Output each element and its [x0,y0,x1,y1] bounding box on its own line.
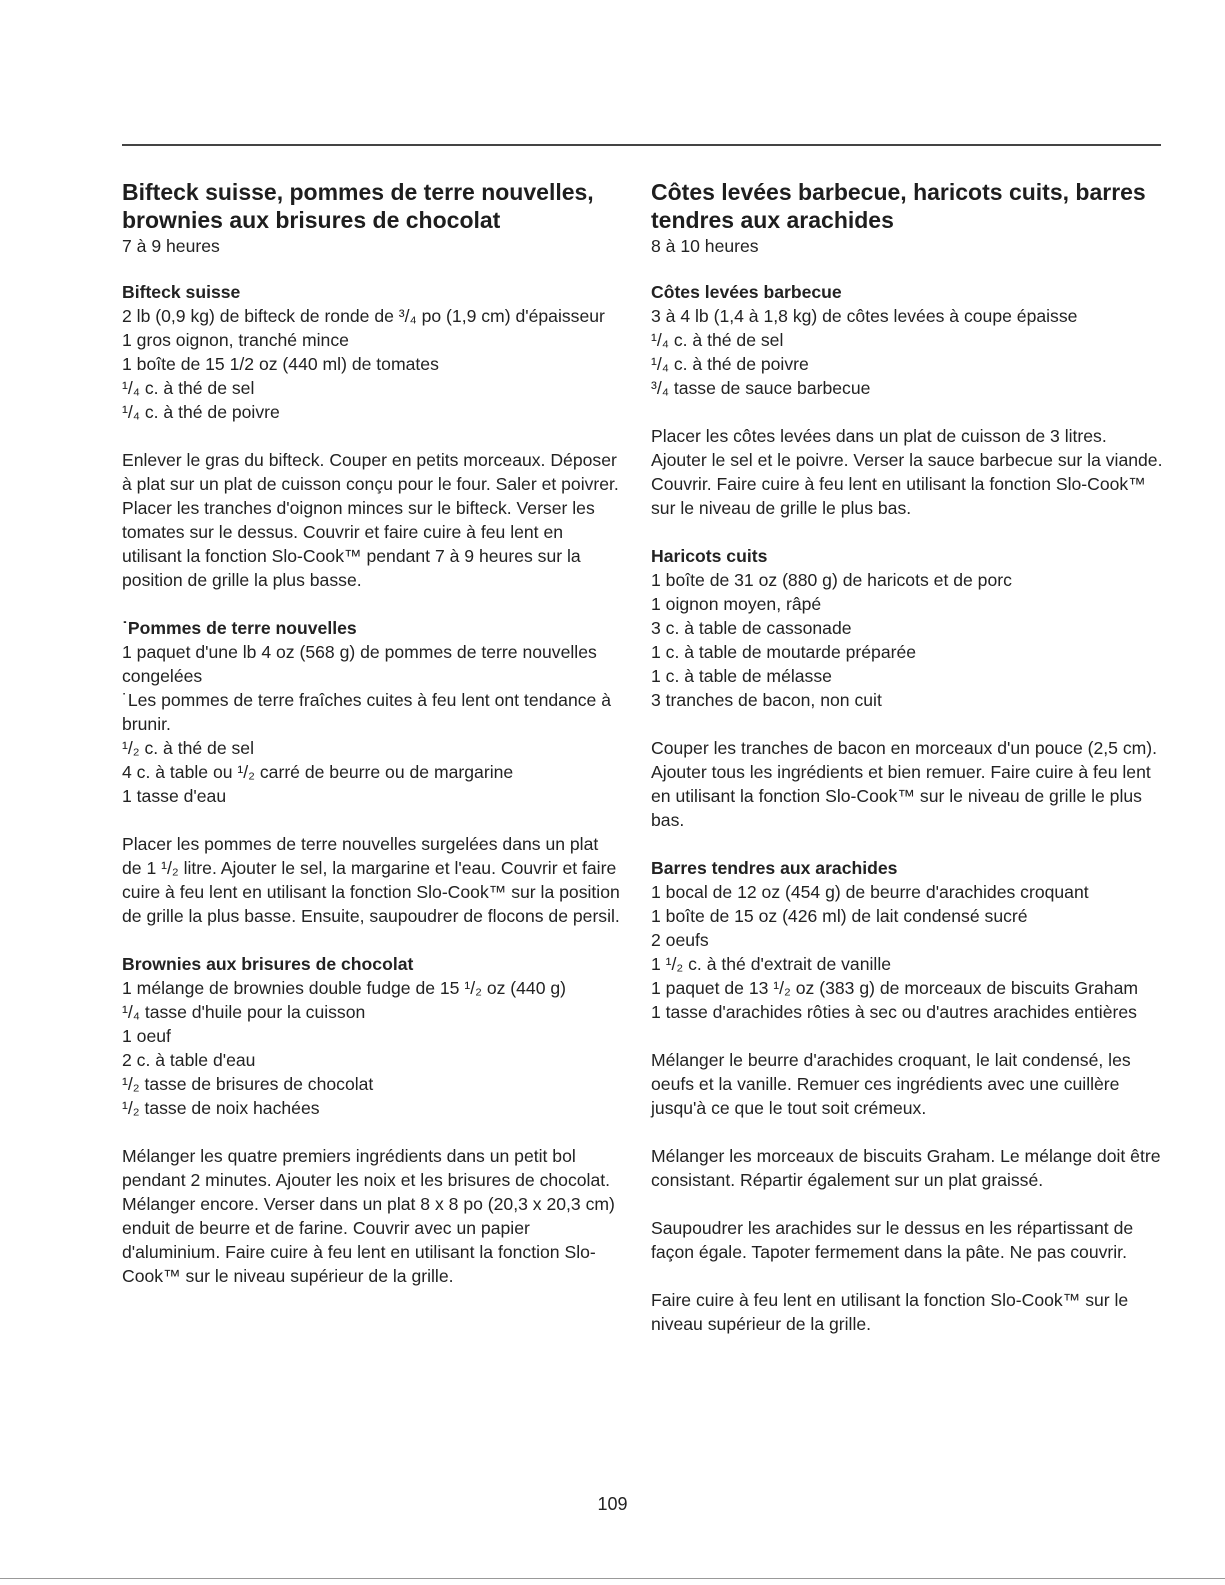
recipe-section [122,616,622,928]
ingredient-item: ¹/₂ tasse de noix hachées [122,1098,320,1118]
section-heading: Bifteck suisse [122,282,241,302]
ingredient-item: ¹/₂ tasse de brisures de chocolat [122,1074,374,1094]
instructions-paragraph: Faire cuire à feu lent en utilisant la fonction Slo-Cook™ sur le niveau supérieur de la grille. [651,1290,1129,1334]
section-heading: ˙Pommes de terre nouvelles [122,618,357,638]
ingredient-item: 4 c. à table ou ¹/₂ carré de beurre ou de margarine [122,762,514,782]
left-column [122,178,622,1312]
ingredient-item: 1 boîte de 31 oz (880 g) de haricots et de porc [651,570,1012,590]
ingredient-item: ¹/₂ c. à thé de sel [122,738,255,758]
ingredient-item: 1 boîte de 15 1/2 oz (440 ml) de tomates [122,354,439,374]
ingredient-item: 1 boîte de 15 oz (426 ml) de lait condensé sucré [651,906,1028,926]
ingredient-list [651,568,1163,712]
instructions-paragraph: Mélanger les quatre premiers ingrédients dans un petit bol pendant 2 minutes. Ajouter les noix et les brisures de chocolat. Mélanger encore. Verser dans un plat 8 x 8 po (20,3 x 20,3 cm) enduit de beurre et de farine. Couvrir avec un papier d'aluminium. Faire cuire à feu lent en utilisant la fonction Slo-Cook™ sur le niveau supérieur de la grille. [122,1146,615,1286]
recipe-title: Côtes levées barbecue, haricots cuits, barres tendres aux arachides [651,179,1146,233]
instructions-paragraph: Mélanger le beurre d'arachides croquant, le lait condensé, les oeufs et la vanille. Remuer ces ingrédients avec une cuillère jusqu'à ce que le tout soit crémeux. [651,1050,1131,1118]
ingredient-item: 2 oeufs [651,930,709,950]
recipe-duration: 7 à 9 heures [122,236,220,256]
ingredient-item: 3 tranches de bacon, non cuit [651,690,882,710]
ingredient-item: ¹/₄ c. à thé de sel [122,378,255,398]
instructions-paragraph: Placer les côtes levées dans un plat de cuisson de 3 litres. Ajouter le sel et le poivre. Verser la sauce barbecue sur la viande. Couvrir. Faire cuire à feu lent en utilisant la fonction Slo-Cook™ sur le niveau de grille le plus bas. [651,426,1163,518]
recipe-duration: 8 à 10 heures [651,236,759,256]
recipe-section [651,544,1163,832]
recipe-title: Bifteck suisse, pommes de terre nouvelles, brownies aux brisures de chocolat [122,179,594,233]
recipe-section [122,280,622,592]
instructions-paragraph: Placer les pommes de terre nouvelles surgelées dans un plat de 1 ¹/₂ litre. Ajouter le sel, la margarine et l'eau. Couvrir et faire cuire à feu lent en utilisant la fonction Slo-Cook™ sur la position de grille la plus basse. Ensuite, saupoudrer de flocons de persil. [122,834,620,926]
section-heading: Brownies aux brisures de chocolat [122,954,414,974]
ingredient-item: 1 ¹/₂ c. à thé d'extrait de vanille [651,954,892,974]
ingredient-list [651,880,1163,1024]
ingredient-item: 2 lb (0,9 kg) de bifteck de ronde de ³/₄ po (1,9 cm) d'épaisseur [122,306,605,326]
ingredient-item: 2 c. à table d'eau [122,1050,256,1070]
section-heading: Haricots cuits [651,546,768,566]
recipe-section [122,952,622,1288]
ingredient-item: 1 oeuf [122,1026,171,1046]
ingredient-list [122,976,622,1120]
footer-rule [0,1578,1225,1579]
ingredient-item: 1 bocal de 12 oz (454 g) de beurre d'arachides croquant [651,882,1089,902]
ingredient-item: 1 tasse d'arachides rôties à sec ou d'autres arachides entières [651,1002,1137,1022]
ingredient-item: ¹/₄ c. à thé de poivre [651,354,809,374]
recipe-section [651,280,1163,520]
ingredient-item: 1 mélange de brownies double fudge de 15 ¹/₂ oz (440 g) [122,978,567,998]
ingredient-note: ˙Les pommes de terre fraîches cuites à feu lent ont tendance à brunir. [122,690,611,734]
ingredient-item: 3 à 4 lb (1,4 à 1,8 kg) de côtes levées à coupe épaisse [651,306,1078,326]
instructions-paragraph: Mélanger les morceaux de biscuits Graham. Le mélange doit être consistant. Répartir également sur un plat graissé. [651,1146,1161,1190]
ingredient-list [651,304,1163,400]
header-rule [122,144,1161,146]
ingredient-item: 1 gros oignon, tranché mince [122,330,349,350]
ingredient-list [122,640,622,808]
ingredient-item: ¹/₄ tasse d'huile pour la cuisson [122,1002,366,1022]
ingredient-item: ¹/₄ c. à thé de sel [651,330,784,350]
ingredient-item: 1 c. à table de mélasse [651,666,832,686]
right-column [651,178,1163,1360]
ingredient-item: 3 c. à table de cassonade [651,618,852,638]
ingredient-item: ³/₄ tasse de sauce barbecue [651,378,871,398]
instructions-paragraph: Couper les tranches de bacon en morceaux d'un pouce (2,5 cm). Ajouter tous les ingrédients et bien remuer. Faire cuire à feu lent en utilisant la fonction Slo-Cook™ sur le niveau de grille le plus bas. [651,738,1158,830]
ingredient-item: ¹/₄ c. à thé de poivre [122,402,280,422]
ingredient-list [122,304,622,424]
page-number: 109 [597,1494,628,1514]
ingredient-item: 1 oignon moyen, râpé [651,594,822,614]
ingredient-item: 1 paquet de 13 ¹/₂ oz (383 g) de morceaux de biscuits Graham [651,978,1139,998]
ingredient-item: 1 c. à table de moutarde préparée [651,642,917,662]
recipe-section [651,856,1163,1336]
section-heading: Côtes levées barbecue [651,282,842,302]
ingredient-item: 1 paquet d'une lb 4 oz (568 g) de pommes de terre nouvelles congelées [122,642,597,686]
ingredient-item: 1 tasse d'eau [122,786,227,806]
instructions-paragraph: Saupoudrer les arachides sur le dessus en les répartissant de façon égale. Tapoter fermement dans la pâte. Ne pas couvrir. [651,1218,1134,1262]
section-heading: Barres tendres aux arachides [651,858,898,878]
instructions-paragraph: Enlever le gras du bifteck. Couper en petits morceaux. Déposer à plat sur un plat de cuisson conçu pour le four. Saler et poivrer. Placer les tranches d'oignon minces sur le bifteck. Verser les tomates sur le dessus. Couvrir et faire cuire à feu lent en utilisant la fonction Slo-Cook™ pendant 7 à 9 heures sur la position de grille la plus basse. [122,450,619,590]
